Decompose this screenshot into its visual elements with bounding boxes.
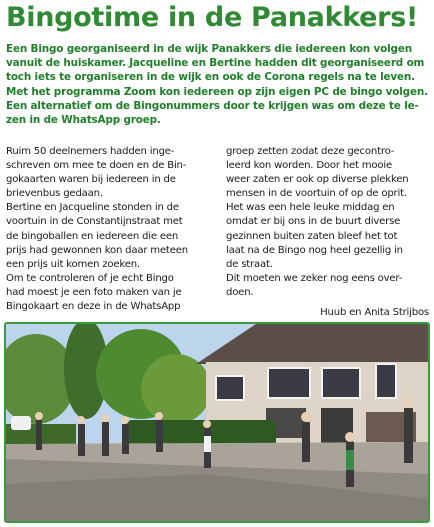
body-line: had moest je een foto maken van je (6, 286, 182, 298)
body-line: prijs had gewonnen kon daar meteen (6, 244, 188, 256)
body-line: mensen in de voortuin of op de oprit. (226, 188, 407, 200)
body-line: Het was een hele leuke middag en (226, 202, 395, 214)
body-line: laat na de Bingo nog heel gezellig in (226, 244, 403, 256)
body-line: de bingoballen en iedereen die een (6, 230, 179, 242)
article-credit: Huub en Anita Strijbos (320, 307, 429, 319)
street-photo-illustration (6, 324, 428, 521)
body-line: weer zaten er ook op diverse plekken (226, 174, 409, 186)
body-line: schreven om mee te doen en de Bin- (6, 160, 187, 172)
body-line: leerd kon worden. Door het mooie (226, 160, 392, 172)
body-line: een prijs uit komen zoeken. (6, 258, 140, 270)
intro-line: toch iets te organiseren in de wijk en ook de Corona regels na te leven. (6, 71, 415, 84)
body-line: doen. (226, 286, 254, 298)
body-line: gezinnen buiten zaten bleef het tot (226, 230, 398, 242)
intro-line: zen in de WhatsApp groep. (6, 114, 161, 127)
body-line: Bingokaart en deze in de WhatsApp (6, 301, 181, 313)
body-column-right (226, 145, 431, 320)
body-line: Dit moeten we zeker nog eens over- (226, 272, 403, 284)
body-line: groep zetten zodat deze gecontro- (226, 146, 395, 157)
body-line: omdat er bij ons in de buurt diverse (226, 216, 401, 228)
body-column-left (6, 145, 218, 314)
body-line: Bertine en Jacqueline stonden in de (6, 202, 179, 214)
body-line: Ruim 50 deelnemers hadden inge- (6, 146, 175, 157)
intro-line: vanuit de huiskamer. Jacqueline en Bertine hadden dit georganiseerd om (6, 57, 425, 70)
article-intro (6, 42, 430, 127)
intro-line: Een alternatief om de Bingonummers door te krijgen was om deze te le- (6, 99, 419, 112)
body-line: brievenbus gedaan. (6, 188, 103, 200)
body-line: gokaarten waren bij iedereen in de (6, 174, 176, 186)
body-line: voortuin in de Constantijnstraat met (6, 216, 183, 228)
intro-line: Met het programma Zoom kon iedereen op zijn eigen PC de bingo volgen. (6, 85, 428, 98)
body-line: Om te controleren of je echt Bingo (6, 272, 174, 284)
intro-line: Een Bingo georganiseerd in de wijk Panakkers die iedereen kon volgen (6, 43, 412, 55)
street-photo (4, 322, 430, 523)
body-line: de straat. (226, 258, 273, 270)
article-title: Bingotime in de Panakkers! (6, 2, 418, 33)
